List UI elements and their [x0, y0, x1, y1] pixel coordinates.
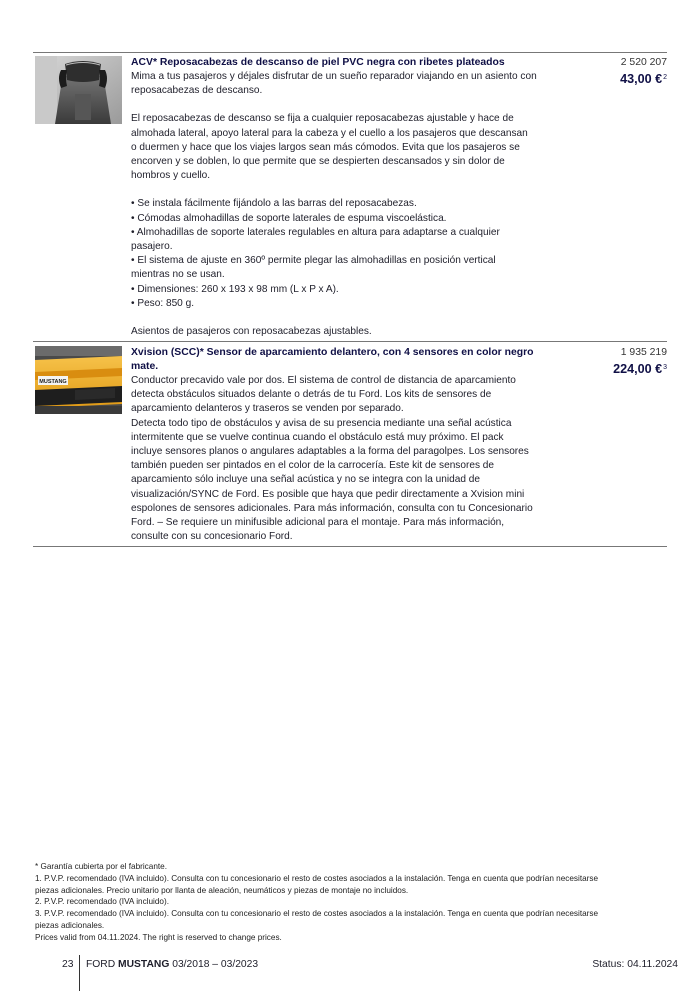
item-divider-bottom [33, 546, 667, 547]
footer-model: FORD MUSTANG 03/2018 – 03/2023 [86, 959, 259, 970]
page-footer [0, 955, 700, 991]
item-divider [33, 341, 667, 342]
price-value: 43,00 €$^2$ [620, 72, 667, 86]
footnote-price-validity: Prices valid from 04.11.2024. The right is reserved to change prices. [35, 932, 282, 942]
footnote-ref: 2 [663, 74, 667, 81]
footnotes [35, 861, 675, 944]
part-number: 1 935 219 [620, 347, 667, 358]
footnote-1: 1. P.V.P. recomendado (IVA incluido). Consulta con tu concesionario el resto de costes asociados a la instalación. Tenga en cuenta que podrían necesitarse piezas adicionales. Precio unitario por llanta de aleación, neumáticos y piezas de montaje no incluidos. [35, 873, 599, 895]
footnote-ref: 3 [663, 364, 667, 371]
footnote-3: 3. P.V.P. recomendado (IVA incluido). Consulta con tu concesionario el resto de costes asociados a la instalación. Tenga en cuenta que podrían necesitarse piezas adicionales. [35, 909, 599, 930]
footer-divider [79, 955, 80, 991]
item-feature-list: • Se instala fácilmente fijándolo a las barras del reposacabezas. • Cómodas almohadillas de soporte laterales de espuma viscoelástica. • Almohadillas de soporte laterales regulables en altura para adaptarse a cualquier pasajero. • El sistema de ajuste en 360º permite plegar las almohadillas en posición vertical mientras no se usan. • Dimensiones: 260 x 193 x 98 mm (L x P x A). • Peso: 850 g. [131, 198, 500, 309]
parking-sensor-product-image [35, 346, 122, 414]
footer-status: Status: 04.11.2024 [592, 959, 678, 970]
license-plate-text: MUSTANG [39, 379, 67, 385]
price-value: 224,00 €$^3$ [613, 362, 667, 376]
top-rule [33, 52, 667, 53]
headrest-product-image [35, 56, 122, 124]
item-description-intro: Mima a tus pasajeros y déjales disfrutar de un sueño reparador viajando en un asiento con reposacabezas de descanso. [131, 71, 537, 97]
item-description: Conductor precavido vale por dos. El sistema de control de distancia de aparcamiento detecta obstáculos situados delante o detrás de tu Ford. Los kits de sensores de aparcamiento delanteros y traseros se venden por separado. Detecta todo tipo de obstáculos y avisa de su presencia mediante una señal acústica intermitente que se vuelve continua cuando el obstáculo está muy próximo. El pack incluye sensores planos o angulares adaptables a la forma del paragolpes. Los sensores también pueden ser pintados en el color de la carrocería. Este kit de sensores de aparcamiento sólo incluye una señal acústica y no se integra con la unidad de visualización/SYNC de Ford. Es posible que haya que pedir directamente a Xvision mini espolones de sensores adicionales. Para más información, consulta con tu Concesionario Ford. – Se requiere un minifusible adicional para el montaje. Para más información, consulte con su concesionario Ford. [131, 375, 533, 543]
footnote-warranty: * Garantía cubierta por el fabricante. [35, 862, 167, 871]
page-number: 23 [62, 959, 74, 970]
item-description-detail: El reposacabezas de descanso se fija a cualquier reposacabezas ajustable y hace de almohada lateral, apoyo lateral para la cabeza y el cuello a los pasajeros que descansan o duermen y hace que los viajes largos sean más cómodos. Evita que los pasajeros se encorven y se doblen, lo que permite que se despierten descansados y sin dolor de hombros y cuello. [131, 113, 528, 182]
part-number: 2 520 207 [620, 57, 667, 68]
item-compatibility: Asientos de pasajeros con reposacabezas ajustables. [131, 326, 372, 338]
item-title: Xvision (SCC)* Sensor de aparcamiento delantero, con 4 sensores en color negro mate. [131, 347, 534, 372]
item-title: ACV* Reposacabezas de descanso de piel PVC negra con ribetes plateados [131, 57, 505, 68]
footnote-2: 2. P.V.P. recomendado (IVA incluido). [35, 897, 169, 907]
